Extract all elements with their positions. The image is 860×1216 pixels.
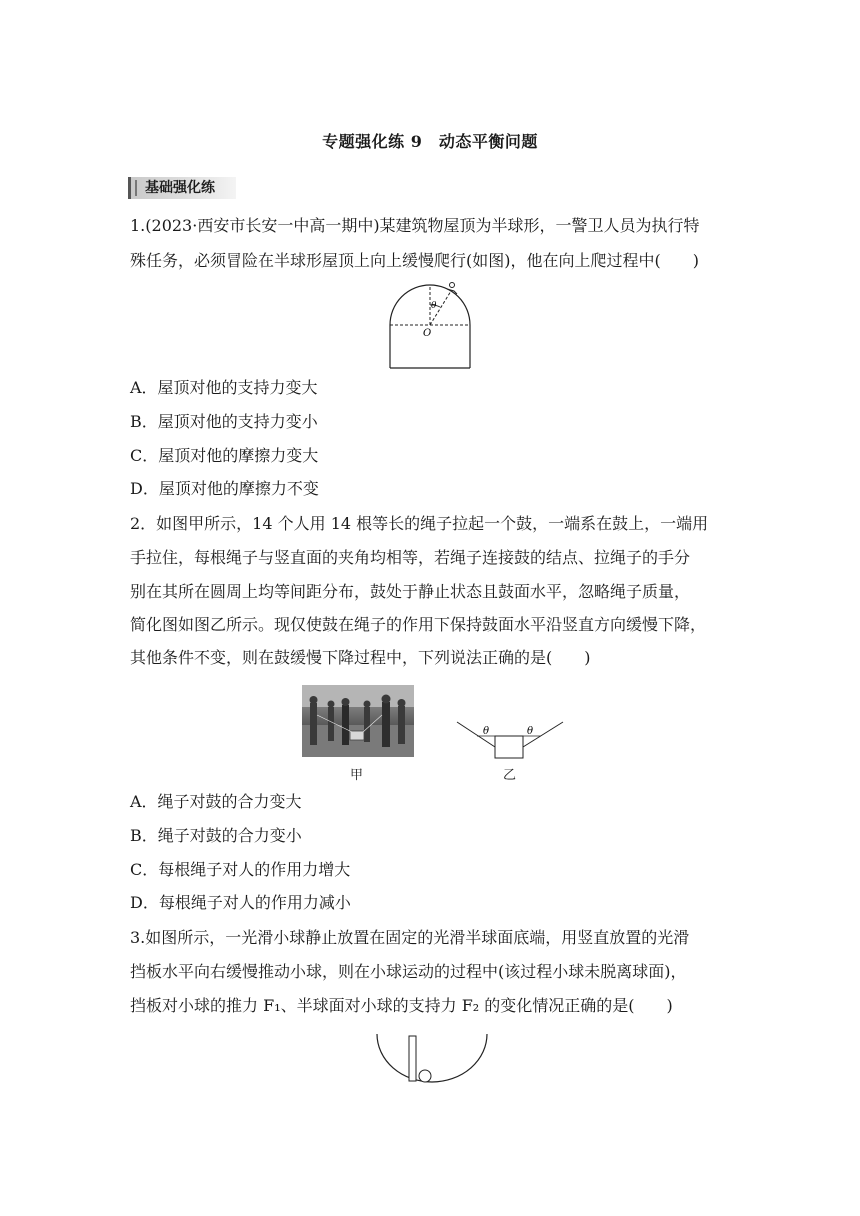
q1-line-2: 殊任务，必须冒险在半球形屋顶上向上缓慢爬行(如图)，他在向上爬过程中( ) [130, 251, 699, 270]
q2-line-5: 其他条件不变，则在鼓缓慢下降过程中，下列说法正确的是( ) [130, 648, 591, 667]
q2-option-d: D．每根绳子对人的作用力减小 [130, 893, 351, 912]
q2-line-4: 简化图如图乙所示。现仅使鼓在绳子的作用下保持鼓面水平沿竖直方向缓慢下降， [130, 615, 707, 634]
q2-option-b: B．绳子对鼓的合力变小 [130, 826, 302, 845]
drum-photo [302, 685, 414, 757]
q1-line-1: 1.(2023·西安市长安一中高一期中)某建筑物屋顶为半球形，一警卫人员为执行特 [130, 216, 700, 235]
q2-line-1: 2．如图甲所示，14 个人用 14 根等长的绳子拉起一个鼓，一端系在鼓上，一端用 [130, 514, 709, 533]
q1-option-d: D．屋顶对他的摩擦力不变 [130, 479, 319, 498]
q3-line-1: 3.如图所示，一光滑小球静止放置在固定的光滑半球面底端，用竖直放置的光滑 [130, 928, 690, 947]
caption-jia: 甲 [350, 768, 364, 783]
page-title: 专题强化练 9 动态平衡问题 [322, 132, 538, 151]
q2-option-a: A．绳子对鼓的合力变大 [130, 792, 302, 811]
q3-hemisphere-figure [372, 1030, 492, 1086]
q2-line-2: 手拉住，每根绳子与竖直面的夹角均相等，若绳子连接鼓的结点、拉绳子的手分 [130, 548, 691, 567]
q2-drum-diagram [455, 720, 565, 762]
q2-line-3: 别在其所在圆周上均等间距分布，鼓处于静止状态且鼓面水平，忽略绳子质量， [130, 582, 691, 601]
q2-theta-right: θ [527, 726, 534, 737]
q2-theta-left: θ [483, 726, 490, 737]
q1-theta-label: θ [431, 301, 437, 311]
q1-option-a: A．屋顶对他的支持力变大 [130, 378, 318, 397]
caption-yi: 乙 [503, 768, 517, 783]
q1-origin-label: O [423, 328, 432, 339]
q1-option-b: B．屋顶对他的支持力变小 [130, 412, 318, 431]
q2-option-c: C．每根绳子对人的作用力增大 [130, 860, 351, 879]
q3-line-3: 挡板对小球的推力 F₁、半球面对小球的支持力 F₂ 的变化情况正确的是( ) [130, 996, 673, 1015]
section-heading: 基础强化练 [128, 177, 236, 199]
q3-line-2: 挡板水平向右缓慢推动小球，则在小球运动的过程中(该过程小球未脱离球面)， [130, 962, 687, 981]
q1-option-c: C．屋顶对他的摩擦力变大 [130, 446, 319, 465]
q1-dome-figure [385, 278, 475, 370]
